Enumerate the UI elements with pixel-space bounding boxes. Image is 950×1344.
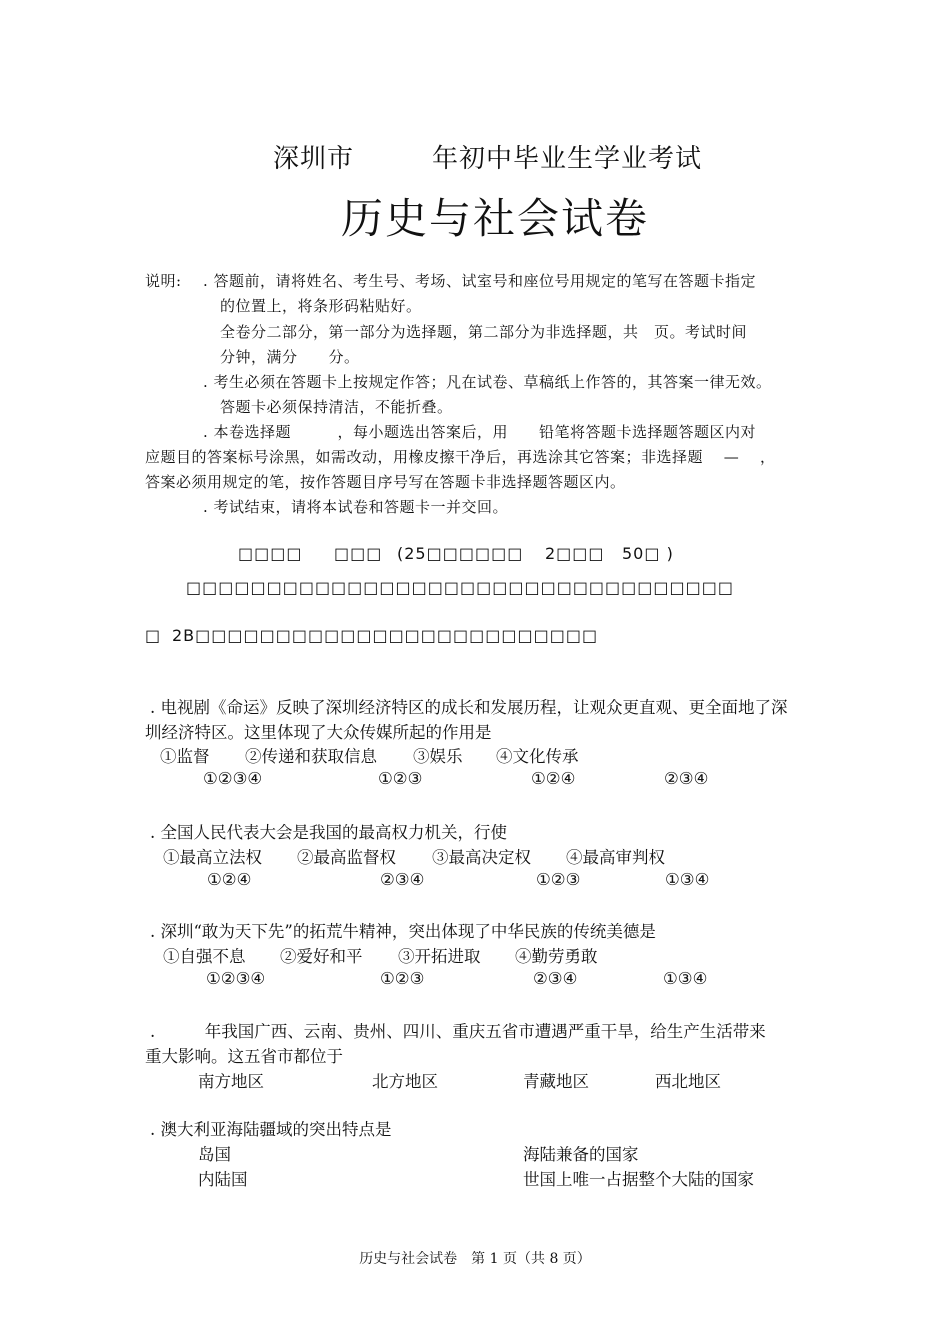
question-item: ④文化传承 bbox=[496, 747, 579, 766]
answer-option-d[interactable]: ②③④ bbox=[664, 769, 709, 788]
question-item: ③娱乐 bbox=[413, 747, 463, 766]
answer-option-d[interactable]: 世国上唯一占据整个大陆的国家 bbox=[523, 1170, 754, 1189]
answer-option-d[interactable]: ①③④ bbox=[663, 969, 708, 988]
answer-option-a[interactable]: ①②③④ bbox=[206, 969, 266, 988]
question-stem: 圳经济特区。这里体现了大众传媒所起的作用是 bbox=[145, 723, 492, 742]
question-item: ②最高监督权 bbox=[297, 848, 396, 867]
exam-title-city: 深圳市 bbox=[273, 144, 355, 174]
answer-option-d[interactable]: 西北地区 bbox=[655, 1072, 721, 1091]
answer-option-b[interactable]: ②③④ bbox=[380, 870, 425, 889]
question-item: ③开拓进取 bbox=[398, 947, 481, 966]
section-heading-part: 50□ ) bbox=[622, 544, 674, 563]
instruction-line: . 考生必须在答题卡上按规定作答；凡在试卷、草稿纸上作答的，其答案一律无效。 bbox=[203, 373, 772, 391]
instructions-label: 说明: bbox=[145, 272, 182, 290]
section-note-line: 2B□□□□□□□□□□□□□□□□□□□□□□□□□ bbox=[172, 626, 599, 645]
instruction-line: 的位置上，将条形码粘贴好。 bbox=[220, 297, 422, 315]
instruction-line: 全卷分二部分，第一部分为选择题，第二部分为非选择题，共 页。考试时间 bbox=[220, 323, 748, 341]
question-item: ①自强不息 bbox=[163, 947, 246, 966]
answer-option-c[interactable]: 内陆国 bbox=[198, 1170, 248, 1189]
section-heading-part: (25□□□□□□ bbox=[397, 544, 524, 563]
answer-option-b[interactable]: 海陆兼备的国家 bbox=[523, 1145, 639, 1164]
instruction-line: 答案必须用规定的笔，按作答题目序号写在答题卡非选择题答题区内。 bbox=[145, 473, 626, 491]
answer-option-a[interactable]: ①②③④ bbox=[203, 769, 263, 788]
instruction-line: 应题目的答案标号涂黑，如需改动，用橡皮擦干净后，再选涂其它答案；非选择题 — ， bbox=[145, 448, 776, 466]
paper-title: 历史与社会试卷 bbox=[340, 194, 649, 243]
page-footer: 历史与社会试卷 第 1 页（共 8 页） bbox=[359, 1251, 591, 1267]
instruction-line: . 答题前，请将姓名、考生号、考场、试室号和座位号用规定的笔写在答题卡指定 bbox=[203, 272, 757, 290]
instruction-line: . 考试结束，请将本试卷和答题卡一并交回。 bbox=[203, 498, 509, 516]
instruction-line: . 本卷选择题 ，每小题选出答案后，用 铅笔将答题卡选择题答题区内对 bbox=[203, 423, 757, 441]
section-heading-part: □□□ bbox=[334, 544, 383, 563]
question-stem: . 年我国广西、云南、贵州、四川、重庆五省市遭遇严重干旱，给生产生活带来 bbox=[150, 1022, 766, 1041]
question-item: ①最高立法权 bbox=[163, 848, 262, 867]
section-heading-part: □□□□ bbox=[238, 544, 303, 563]
answer-option-a[interactable]: 岛国 bbox=[198, 1145, 231, 1164]
answer-option-b[interactable]: ①②③ bbox=[378, 769, 423, 788]
answer-option-b[interactable]: 北方地区 bbox=[372, 1072, 438, 1091]
question-item: ②传递和获取信息 bbox=[245, 747, 377, 766]
section-note-line: □□□□□□□□□□□□□□□□□□□□□□□□□□□□□□□□□□ bbox=[186, 578, 734, 597]
question-stem: . 电视剧《命运》反映了深圳经济特区的成长和发展历程，让观众更直观、更全面地了深 bbox=[150, 698, 788, 717]
answer-option-c[interactable]: 青藏地区 bbox=[523, 1072, 589, 1091]
answer-option-c[interactable]: ①②④ bbox=[531, 769, 576, 788]
question-item: ①监督 bbox=[160, 747, 210, 766]
question-item: ④最高审判权 bbox=[566, 848, 665, 867]
question-stem: . 深圳“敢为天下先”的拓荒牛精神，突出体现了中华民族的传统美德是 bbox=[150, 922, 656, 941]
exam-title-name: 年初中毕业生学业考试 bbox=[432, 144, 703, 174]
answer-option-d[interactable]: ①③④ bbox=[665, 870, 710, 889]
question-stem: . 澳大利亚海陆疆域的突出特点是 bbox=[150, 1120, 392, 1139]
question-stem: 重大影响。这五省市都位于 bbox=[145, 1047, 343, 1066]
section-heading-part: 2□□□ bbox=[545, 544, 605, 563]
answer-option-c[interactable]: ①②③ bbox=[536, 870, 581, 889]
instruction-line: 分钟，满分 分。 bbox=[220, 348, 360, 366]
question-item: ③最高决定权 bbox=[432, 848, 531, 867]
question-item: ②爱好和平 bbox=[280, 947, 363, 966]
instruction-line: 答题卡必须保持清洁，不能折叠。 bbox=[220, 398, 453, 416]
question-item: ④勤劳勇敢 bbox=[515, 947, 598, 966]
answer-option-a[interactable]: 南方地区 bbox=[198, 1072, 264, 1091]
question-stem: . 全国人民代表大会是我国的最高权力机关，行使 bbox=[150, 823, 507, 842]
answer-option-b[interactable]: ①②③ bbox=[380, 969, 425, 988]
section-note-prefix: □ bbox=[145, 626, 162, 645]
answer-option-c[interactable]: ②③④ bbox=[533, 969, 578, 988]
answer-option-a[interactable]: ①②④ bbox=[207, 870, 252, 889]
